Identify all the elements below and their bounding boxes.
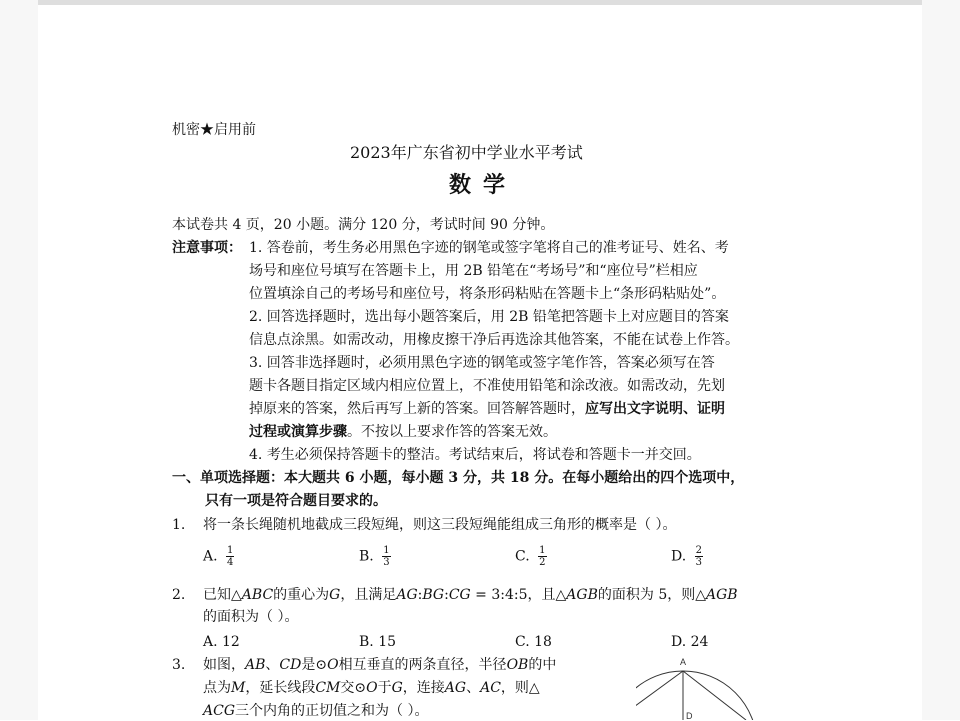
note-line: 1. 答卷前，考生务必用黑色字迹的钢笔或签字笔将自己的准考证号、姓名、考 (249, 240, 729, 256)
question-text: 如图，AB、CD是⊙O相互垂直的两条直径，半径OB的中 (203, 657, 557, 673)
question-text-cont: ACG三个内角的正切值之和为（ ）。 (203, 703, 429, 719)
note-line: 2. 回答选择题时，选出每小题答案后，用 2B 铅笔把答题卡上对应题目的答案 (249, 309, 729, 325)
document-page (38, 5, 922, 720)
point-label-a: A (680, 657, 687, 667)
fraction (226, 545, 234, 568)
note-line: 3. 回答非选择题时，必须用黑色字迹的钢笔或签字笔作答，答案必须写在答 (249, 355, 715, 371)
numerator: 2 (695, 545, 703, 556)
denominator: 4 (227, 557, 234, 568)
numerator: 1 (539, 545, 546, 556)
question-text-cont: 点为M，延长线段CM交⊙O于G，连接AG、AC，则△ (203, 680, 540, 696)
subject-title: 数学 (449, 172, 518, 198)
note-line: 位置填涂自己的考场号和座位号，将条形码粘贴在答题卡上“条形码粘贴处”。 (249, 286, 726, 302)
circle-figure (636, 655, 776, 720)
note-text: 。不按以上要求作答的答案无效。 (347, 424, 557, 440)
note-emphasis: 应写出文字说明、证明 (585, 401, 725, 417)
question-number: 1. (172, 517, 186, 533)
fraction (538, 545, 546, 568)
numerator: 1 (227, 545, 234, 556)
note-line: 4. 考生必须保持答题卡的整洁。考试结束后，将试卷和答题卡一并交回。 (249, 447, 701, 463)
note-emphasis: 过程或演算步骤 (249, 424, 347, 440)
viewer-right-margin (922, 0, 960, 720)
note-line (249, 422, 557, 442)
question-text: 将一条长绳随机地截成三段短绳，则这三段短绳能组成三角形的概率是（ ）。 (203, 517, 677, 533)
note-line (249, 399, 725, 419)
option-d: D. 24 (671, 634, 709, 650)
option-c (515, 545, 547, 568)
numerator: 1 (383, 545, 390, 556)
denominator: 3 (695, 557, 703, 568)
denominator: 3 (383, 557, 390, 568)
circle-o (636, 671, 757, 720)
question-text-cont: 的面积为（ ）。 (203, 609, 299, 625)
exam-title: 2023年广东省初中学业水平考试 (350, 143, 583, 162)
fraction (695, 545, 703, 568)
option-d (671, 545, 703, 568)
option-label: B. (359, 548, 374, 565)
option-b: B. 15 (359, 634, 397, 650)
question-text: 已知△ABC的重心为G，且满足AG:BG:CG = 3:4:5，且△AGB的面积为 5，则△AGB (203, 587, 738, 603)
note-text: 掉原来的答案，然后再写上新的答案。回答解答题时， (249, 401, 585, 417)
option-c: C. 18 (515, 634, 552, 650)
question-number: 2. (172, 587, 186, 603)
option-label: A. (203, 548, 218, 565)
notes-label: 注意事项： (172, 240, 242, 256)
exam-intro: 本试卷共 4 页，20 小题。满分 120 分，考试时间 90 分钟。 (172, 217, 555, 233)
confidential-mark: 机密★启用前 (172, 122, 256, 138)
option-label: C. (515, 548, 530, 565)
option-b (359, 545, 391, 568)
note-line: 场号和座位号填写在答题卡上，用 2B 铅笔在“考场号”和“座位号”栏相应 (249, 263, 698, 279)
note-line: 信息点涂黑。如需改动，用橡皮擦干净后再选涂其他答案，不能在试卷上作答。 (249, 332, 739, 348)
point-label-d: D (686, 711, 693, 720)
option-a: A. 12 (203, 634, 240, 650)
viewer-left-margin (0, 0, 38, 720)
note-line: 题卡各题目指定区域内相应位置上，不准使用铅笔和涂改液。如需改动，先划 (249, 378, 725, 394)
question-number: 3. (172, 657, 186, 673)
section-heading-cont: 只有一项是符合题目要求的。 (205, 493, 387, 509)
option-label: D. (671, 548, 687, 565)
section-heading: 一、单项选择题：本大题共 6 小题，每小题 3 分，共 18 分。在每小题给出的四个选项中， (172, 470, 745, 486)
fraction (382, 545, 390, 568)
option-a (203, 545, 234, 568)
chord-ac (636, 671, 683, 720)
denominator: 2 (539, 557, 546, 568)
